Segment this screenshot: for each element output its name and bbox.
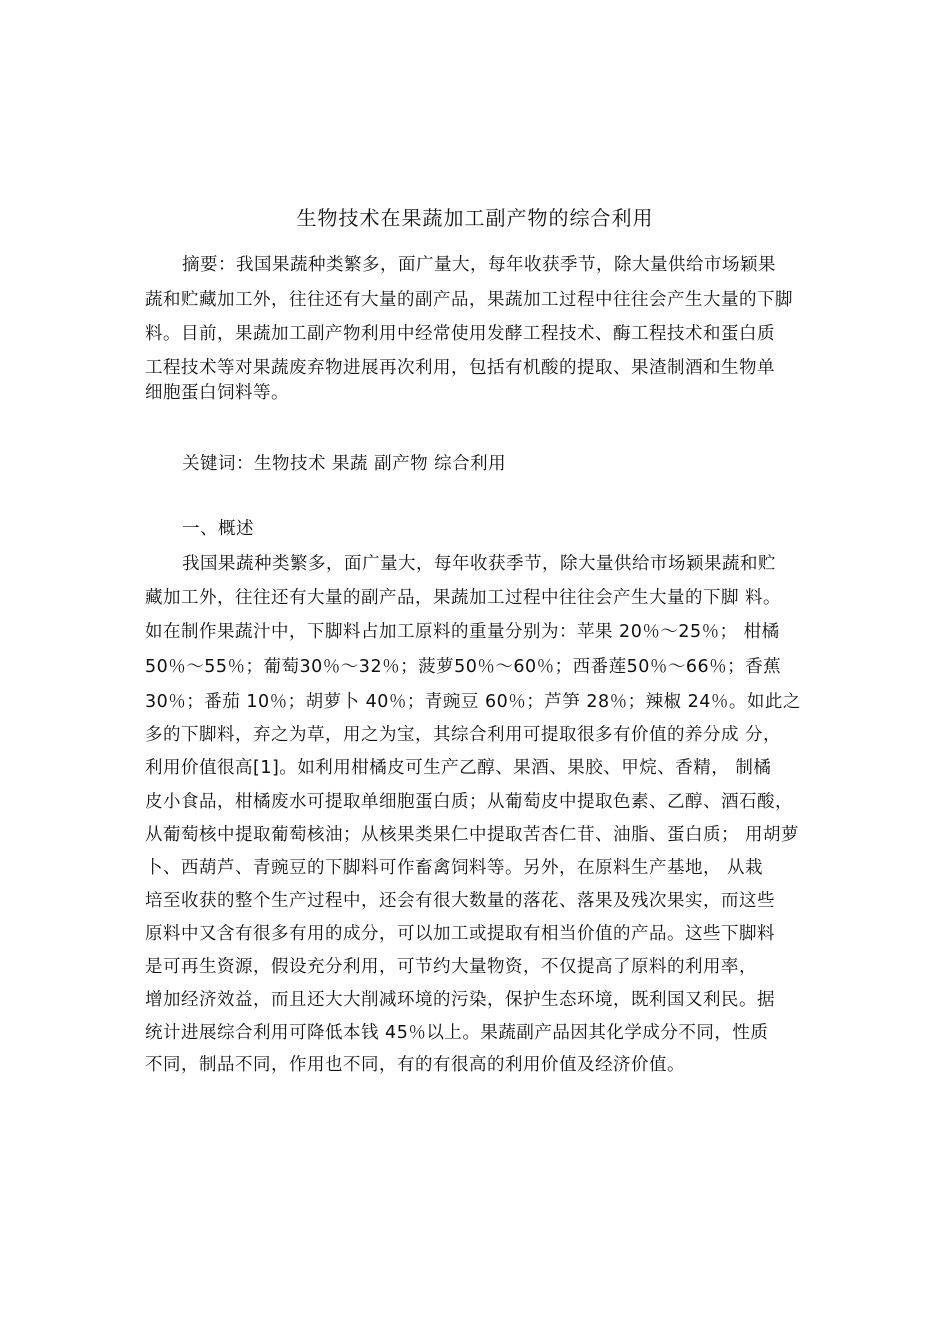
document-title: 生物技术在果蔬加工副产物的综合利用 (296, 206, 654, 230)
keywords-line: 关键词：生物技术 果蔬 副产物 综合利用 (182, 454, 507, 474)
abstract-line: 工程技术等对果蔬废弃物进展再次利用，包括有机酸的提取、果渣制酒和生物单 (145, 358, 775, 378)
body-line: 是可再生资源，假设充分利用，可节约大量物资，不仅提高了原料的利用率， (145, 957, 757, 977)
abstract-line: 料。目前，果蔬加工副产物利用中经常使用发酵工程技术、酶工程技术和蛋白质 (145, 324, 775, 344)
abstract-line: 蔬和贮藏加工外，往往还有大量的副产品，果蔬加工过程中往往会产生大量的下脚 (145, 290, 793, 310)
section-heading: 一、概述 (182, 519, 254, 539)
body-line: 如在制作果蔬汁中，下脚料占加工原料的重量分别为：苹果 20％～25％； 柑橘 (145, 622, 780, 642)
abstract-line: 细胞蛋白饲料等。 (145, 383, 289, 403)
body-line: 我国果蔬种类繁多，面广量大，每年收获季节，除大量供给市场颖果蔬和贮 (182, 554, 776, 574)
body-line: 原料中又含有很多有用的成分，可以加工或提取有相当价值的产品。这些下脚料 (145, 924, 775, 944)
body-line: 从葡萄核中提取葡萄核油；从核果类果仁中提取苦杏仁苷、油脂、蛋白质； 用胡萝 (145, 825, 800, 845)
body-line: 增加经济效益，而且还大大削减环境的污染，保护生态环境，既利国又利民。据 (145, 990, 775, 1010)
body-line: 不同，制品不同，作用也不同，有的有很高的利用价值及经济价值。 (145, 1055, 685, 1075)
body-line: 利用价值很高[1]。如利用柑橘皮可生产乙醇、果酒、果胶、甲烷、香精， 制橘 (145, 758, 772, 778)
body-line: 培至收获的整个生产过程中，还会有很大数量的落花、落果及残次果实，而这些 (145, 891, 775, 911)
abstract-line: 摘要：我国果蔬种类繁多，面广量大，每年收获季节，除大量供给市场颖果 (182, 255, 776, 275)
body-line: 皮小食品，柑橘废水可提取单细胞蛋白质；从葡萄皮中提取色素、乙醇、酒石酸， (145, 792, 793, 812)
body-line: 统计进展综合利用可降低本钱 45％以上。果蔬副产品因其化学成分不同，性质 (145, 1023, 769, 1043)
body-line: 30％；番茄 10％；胡萝卜 40％；青豌豆 60％；芦笋 28％；辣椒 24％。如此之 (145, 692, 801, 712)
body-line: 50％～55％；葡萄30％～32％；菠萝50％～60％；西番莲50％～66％；香蕉 (145, 657, 782, 677)
body-line: 藏加工外，往往还有大量的副产品，果蔬加工过程中往往会产生大量的下脚 料。 (145, 588, 782, 608)
body-line: 卜、西葫芦、青豌豆的下脚料可作畜禽饲料等。另外，在原料生产基地， 从栽 (145, 858, 764, 878)
body-line: 多的下脚料，弃之为草，用之为宝，其综合利用可提取很多有价值的养分成 分， (145, 725, 782, 745)
